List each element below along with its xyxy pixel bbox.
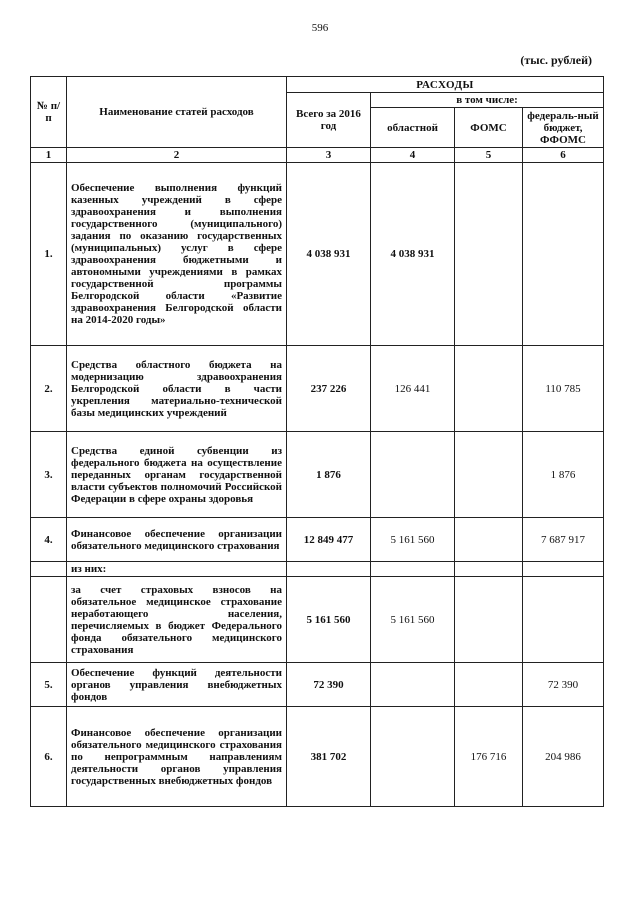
- table-row: [31, 577, 604, 663]
- row-total: 1 876: [287, 432, 371, 518]
- row-regional: 4 038 931: [371, 163, 455, 346]
- row-total: 4 038 931: [287, 163, 371, 346]
- row-total: 381 702: [287, 707, 371, 807]
- row-number: 3.: [31, 432, 67, 518]
- row-regional: [371, 432, 455, 518]
- row-regional: [371, 707, 455, 807]
- column-number: 6: [523, 148, 604, 163]
- row-federal: [523, 562, 604, 577]
- column-number: 3: [287, 148, 371, 163]
- row-federal: [523, 163, 604, 346]
- page-number: 596: [311, 22, 329, 34]
- table-row: [31, 518, 604, 562]
- row-foms: [455, 163, 523, 346]
- row-federal: [523, 577, 604, 663]
- row-name: Финансовое обеспечение организации обязательного медицинского страхования по непрограммным направлениям деятельности органов управления государственных внебюджетных фондов: [67, 707, 287, 807]
- row-number: 5.: [31, 663, 67, 707]
- row-name: Финансовое обеспечение организации обязательного медицинского страхования: [67, 518, 287, 562]
- header-expenses: РАСХОДЫ: [287, 77, 604, 93]
- table-row: [31, 163, 604, 346]
- row-regional: [371, 663, 455, 707]
- row-foms: [455, 577, 523, 663]
- row-total: 72 390: [287, 663, 371, 707]
- row-regional: 5 161 560: [371, 518, 455, 562]
- row-foms: [455, 663, 523, 707]
- row-number: [31, 577, 67, 663]
- row-foms: [455, 562, 523, 577]
- row-foms: [455, 432, 523, 518]
- table-row: [31, 432, 604, 518]
- row-total: 237 226: [287, 346, 371, 432]
- row-federal: 204 986: [523, 707, 604, 807]
- column-number: 2: [67, 148, 287, 163]
- units-label: (тыс. рублей): [520, 53, 592, 67]
- table-row: [31, 346, 604, 432]
- header-number: № п/п: [31, 77, 67, 148]
- row-federal: 7 687 917: [523, 518, 604, 562]
- row-name: из них:: [67, 562, 287, 577]
- row-number: 4.: [31, 518, 67, 562]
- row-federal: 72 390: [523, 663, 604, 707]
- row-name: Обеспечение выполнения функций казенных учреждений в сфере здравоохранения и выполнения государственного (муниципального) задания по оказанию государственных (муниципальных) услуг в сфере здравоохранения бюджетными и автономными учреждениями в рамках государственной программы Белгородской области «Развитие здравоохранения Белгородской области на 2014-2020 годы»: [67, 163, 287, 346]
- row-foms: 176 716: [455, 707, 523, 807]
- row-total: 5 161 560: [287, 577, 371, 663]
- header-name: Наименование статей расходов: [67, 77, 287, 148]
- expenses-table: [30, 76, 604, 807]
- row-regional: 126 441: [371, 346, 455, 432]
- row-regional: [371, 562, 455, 577]
- row-regional: 5 161 560: [371, 577, 455, 663]
- row-number: [31, 562, 67, 577]
- table-row: [31, 707, 604, 807]
- column-number: 4: [371, 148, 455, 163]
- row-federal: 1 876: [523, 432, 604, 518]
- table-row: [31, 562, 604, 577]
- column-number: 1: [31, 148, 67, 163]
- row-number: 1.: [31, 163, 67, 346]
- row-number: 6.: [31, 707, 67, 807]
- header-foms: ФОМС: [455, 108, 523, 148]
- column-numbers-row: [31, 148, 604, 163]
- table-row: [31, 663, 604, 707]
- row-total: 12 849 477: [287, 518, 371, 562]
- row-number: 2.: [31, 346, 67, 432]
- column-number: 5: [455, 148, 523, 163]
- row-name: Средства областного бюджета на модернизацию здравоохранения Белгородской области в части укрепления материально-технической базы медицинских учреждений: [67, 346, 287, 432]
- row-foms: [455, 518, 523, 562]
- row-total: [287, 562, 371, 577]
- row-name: Обеспечение функций деятельности органов управления внебюджетных фондов: [67, 663, 287, 707]
- header-total: Всего за 2016 год: [287, 93, 371, 148]
- header-regional: областной: [371, 108, 455, 148]
- row-name: Средства единой субвенции из федерального бюджета на осуществление переданных органам государственной власти субъектов полномочий Российской Федерации в сфере охраны здоровья: [67, 432, 287, 518]
- header-federal: федераль-ный бюджет, ФФОМС: [523, 108, 604, 148]
- row-federal: 110 785: [523, 346, 604, 432]
- row-foms: [455, 346, 523, 432]
- header-including: в том числе:: [371, 93, 604, 108]
- row-name: за счет страховых взносов на обязательное медицинское страхование неработающего населения, перечисляемых в бюджет Федерального фонда обязательного медицинского страхования: [67, 577, 287, 663]
